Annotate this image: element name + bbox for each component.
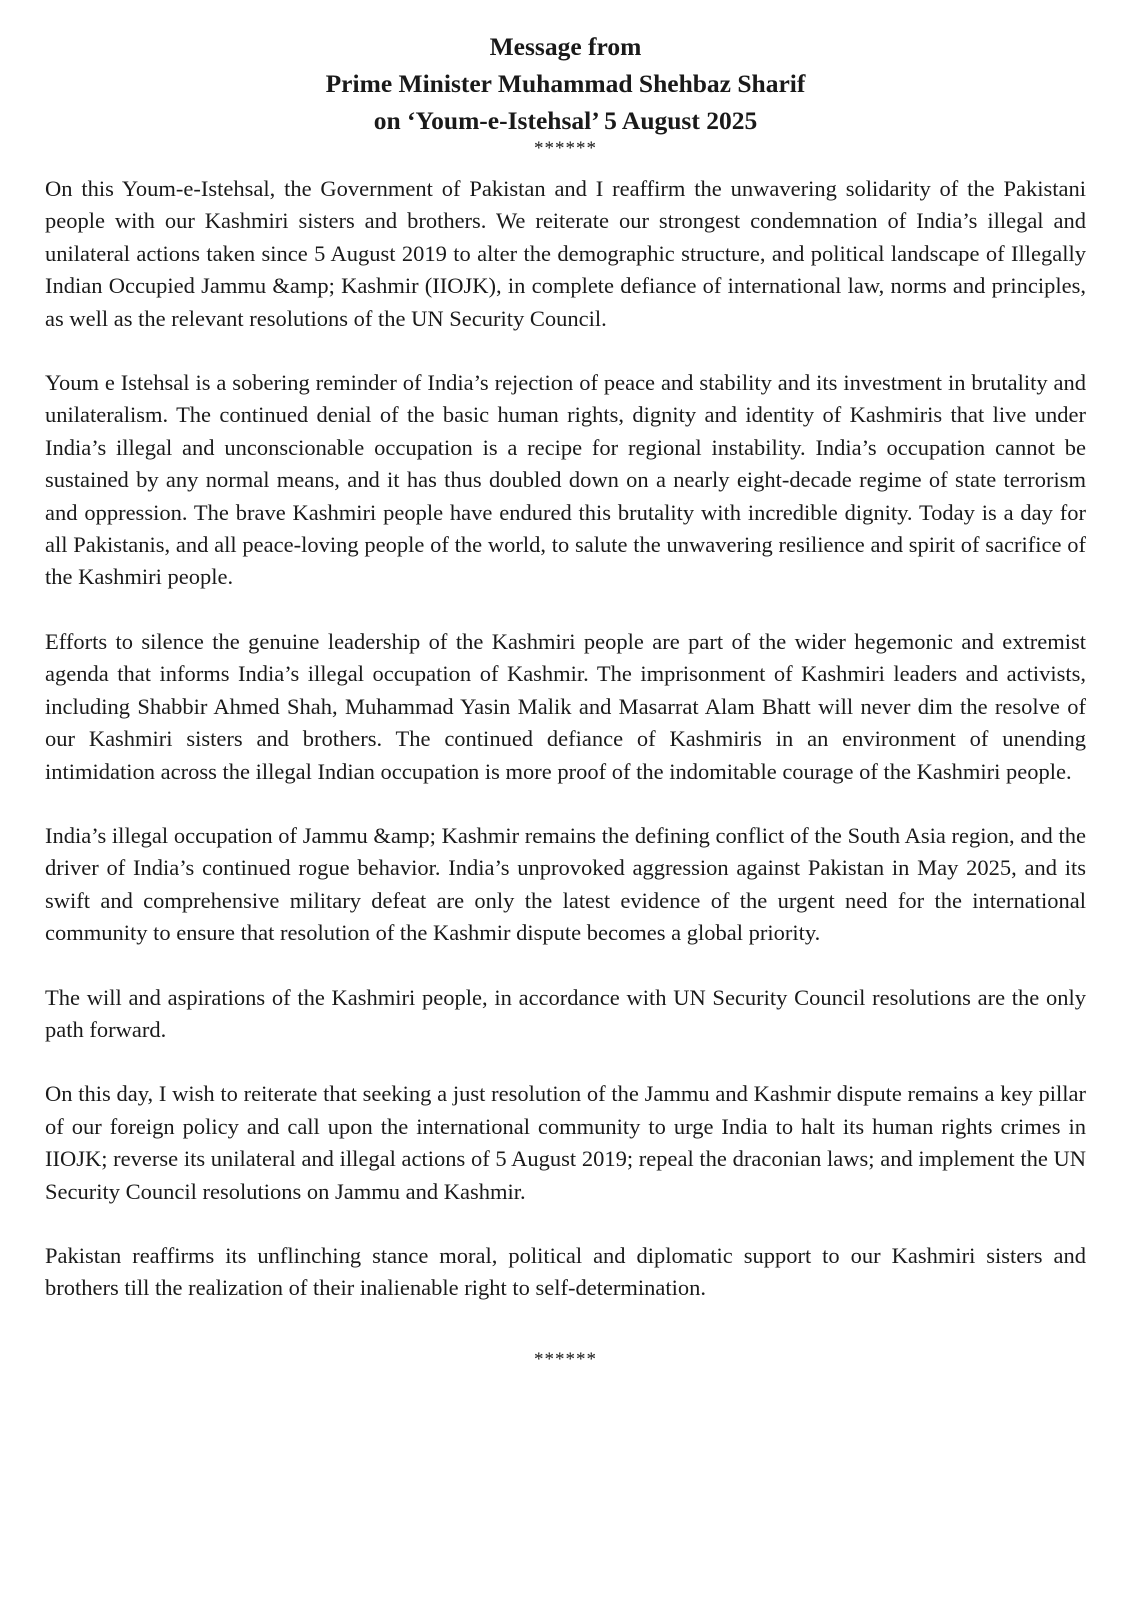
paragraph-5: The will and aspirations of the Kashmiri people, in accordance with UN Security Council resolutions are the only path forward. [45,984,1086,1042]
document-header [45,28,1086,159]
paragraph-3: Efforts to silence the genuine leadership of the Kashmiri people are part of the wider hegemonic and extremist agenda that informs India’s illegal occupation of Kashmir. The imprisonment of Kashmiri leaders and activists, including Shabbir Ahmed Shah, Muhammad Yasin Malik and Masarrat Alam Bhatt will never dim the resolve of our Kashmiri sisters and brothers. The continued defiance of Kashmiris in an environment of unending intimidation across the illegal Indian occupation is more proof of the indomitable courage of the Kashmiri people. [45,628,1086,784]
footer-separator-stars: ****** [534,1348,597,1370]
message-body [45,173,1086,1305]
paragraph-1: On this Youm-e-Istehsal, the Government of Pakistan and I reaffirm the unwavering solidarity of the Pakistani people with our Kashmiri sisters and brothers. We reiterate our strongest condemnation of India’s illegal and unilateral actions taken since 5 August 2019 to alter the demographic structure, and political landscape of Illegally Indian Occupied Jammu &amp; Kashmir (IIOJK), in complete defiance of international law, norms and principles, as well as the relevant resolutions of the UN Security Council. [45,176,1086,331]
paragraph-4: India’s illegal occupation of Jammu &amp; Kashmir remains the defining conflict of the South Asia region, and the driver of India’s continued rogue behavior. India’s unprovoked aggression against Pakistan in May 2025, and its swift and comprehensive military defeat are only the latest evidence of the urgent need for the international community to ensure that resolution of the Kashmir dispute becomes a global priority. [45,822,1086,946]
header-line-prime-minister: Prime Minister Muhammad Shehbaz Sharif [325,69,806,98]
paragraph-6: On this day, I wish to reiterate that seeking a just resolution of the Jammu and Kashmir dispute remains a key pillar of our foreign policy and call upon the international community to urge India to halt its human rights crimes in IIOJK; reverse its unilateral and illegal actions of 5 August 2019; repeal the draconian laws; and implement the UN Security Council resolutions on Jammu and Kashmir. [45,1081,1086,1204]
header-line-message-from: Message from [489,32,642,61]
header-line-occasion: on ‘Youm-e-Istehsal’ 5 August 2025 [373,106,758,135]
document-page [45,28,1086,1371]
paragraph-7: Pakistan reaffirms its unflinching stance moral, political and diplomatic support to our Kashmiri sisters and brothers till the realization of their inalienable right to self-determination. [45,1242,1086,1301]
header-separator-stars: ****** [534,138,597,159]
paragraph-2: Youm e Istehsal is a sobering reminder of India’s rejection of peace and stability and its investment in brutality and unilateralism. The continued denial of the basic human rights, dignity and identity of Kashmiris that live under India’s illegal and unconscionable occupation is a recipe for regional instability. India’s occupation cannot be sustained by any normal means, and it has thus doubled down on a nearly eight-decade regime of state terrorism and oppression. The brave Kashmiri people have endured this brutality with incredible dignity. Today is a day for all Pakistanis, and all peace-loving people of the world, to salute the unwavering resilience and spirit of sacrifice of the Kashmiri people. [45,370,1086,590]
